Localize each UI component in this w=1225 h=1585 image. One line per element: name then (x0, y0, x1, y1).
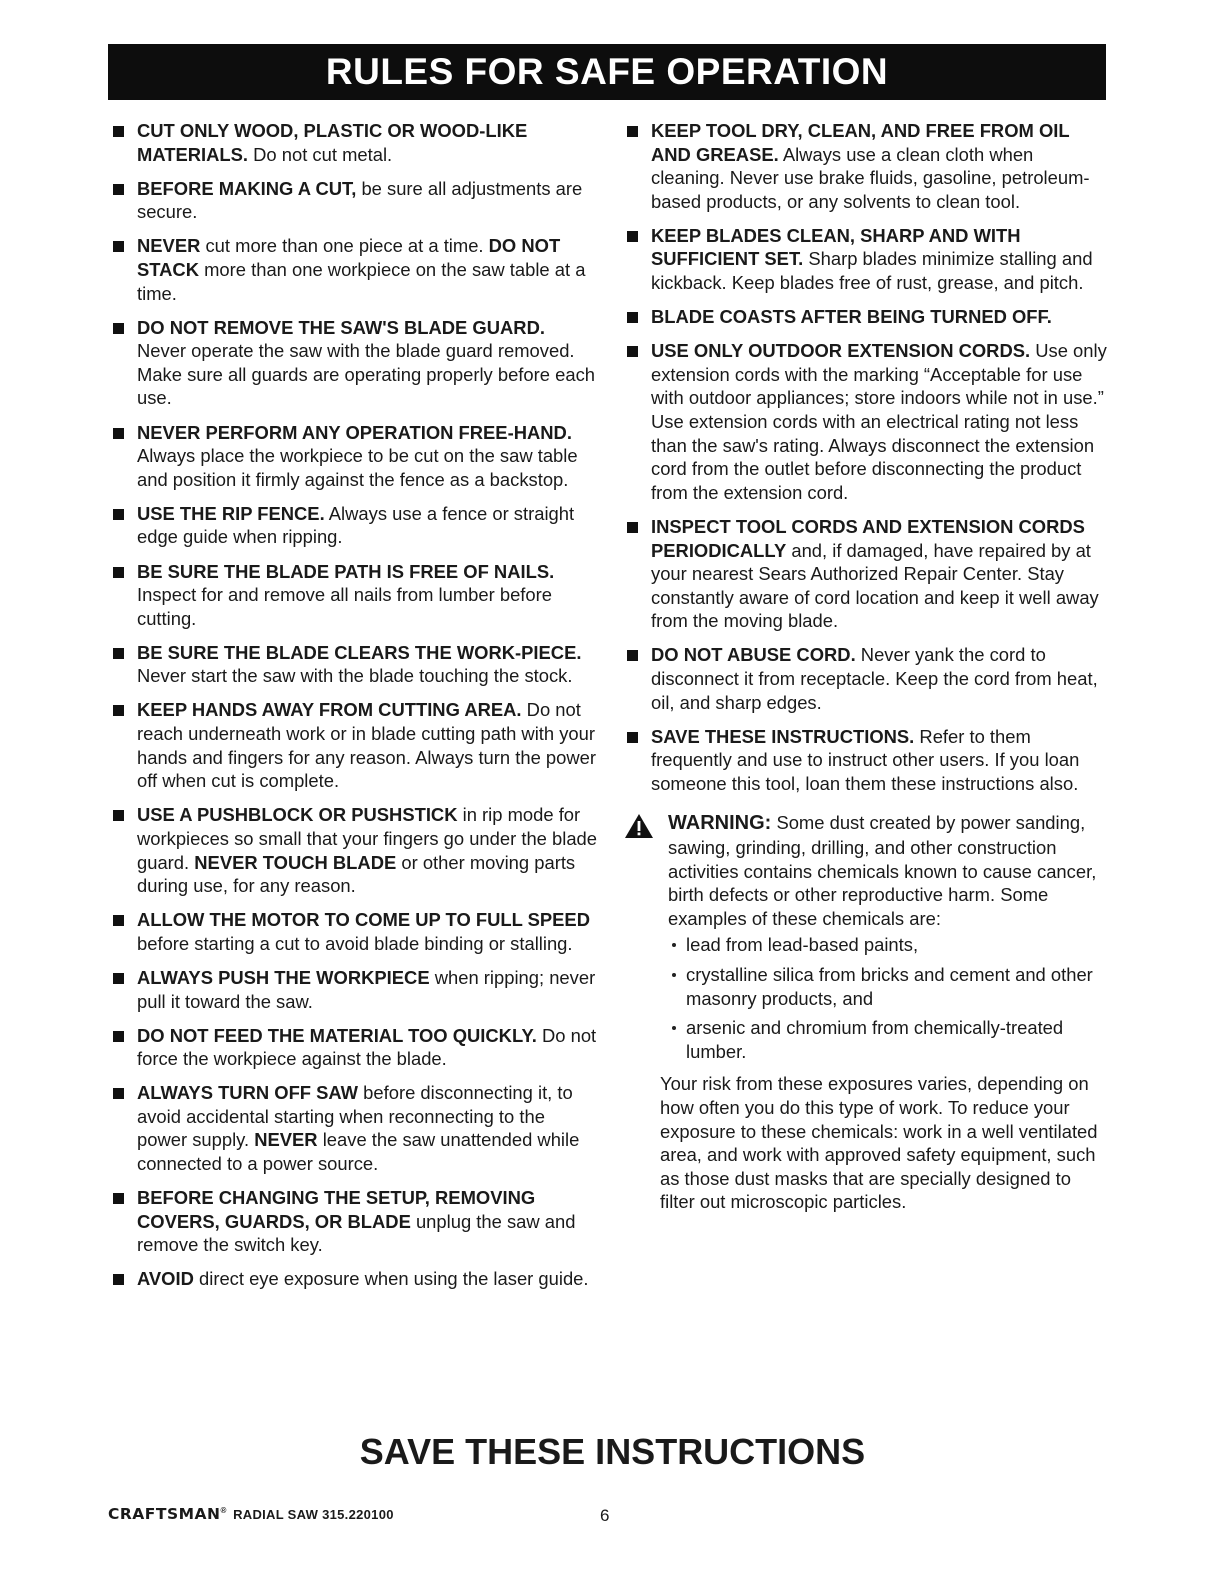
rule-item (624, 725, 1110, 796)
brand-logo: CRAFTSMAN (108, 1505, 221, 1523)
page-number: 6 (600, 1506, 610, 1525)
rule-item (110, 908, 598, 955)
square-bullet-icon (627, 126, 638, 137)
rule-heading: USE ONLY OUTDOOR EXTENSION CORDS. (651, 340, 1031, 362)
rule-text: Always use a fence or straight edge guide when ripping. (137, 502, 575, 548)
square-bullet-icon (113, 509, 124, 520)
rule-item (110, 177, 598, 224)
warning-intro-text: Some dust created by power sanding, sawing, grinding, drilling, and other construction activities contains chemicals known to cause cancer, birth defects or other reproductive harm. Some examples of these chemicals are: (668, 812, 1097, 929)
rule-heading: BEFORE MAKING A CUT, (137, 177, 357, 199)
rule-text: direct eye exposure when using the laser guide. (193, 1268, 589, 1290)
page-title: RULES FOR SAFE OPERATION (325, 51, 889, 92)
rule-heading: ALWAYS PUSH THE WORKPIECE (137, 966, 430, 988)
rule-text: or other moving parts during use, for any reason. (137, 851, 576, 897)
rule-text: Inspect for and remove all nails from lumber before cutting. (137, 584, 553, 629)
square-bullet-icon (113, 1088, 124, 1099)
rule-item (110, 560, 598, 631)
rule-text: Always place the workpiece to be cut on the saw table and position it firmly against the fence as a backstop. (137, 445, 578, 490)
square-bullet-icon (113, 428, 124, 439)
rule-item (624, 515, 1110, 633)
rule-text: when ripping; never pull it toward the saw. (137, 966, 596, 1012)
square-bullet-icon (113, 567, 124, 578)
warning-section (624, 811, 1110, 1214)
square-bullet-icon (113, 648, 124, 659)
rule-heading: ALLOW THE MOTOR TO COME UP TO FULL SPEED (137, 909, 590, 931)
rule-heading: BEFORE CHANGING THE SETUP, REMOVING COVERS, GUARDS, OR BLADE (137, 1187, 536, 1232)
rule-item (110, 803, 598, 897)
rule-text: Never operate the saw with the blade guard removed. Make sure all guards are operating properly before each use. (137, 340, 595, 409)
rule-item (624, 305, 1110, 329)
rule-heading: DO NOT STACK (137, 235, 561, 280)
rule-heading: DO NOT ABUSE CORD. (651, 644, 856, 666)
rule-text: Do not reach underneath work or in blade cutting path with your hands and fingers for any reason. Always turn the power off when cut is complete. (137, 699, 597, 792)
rule-item (110, 119, 598, 166)
rule-text: and, if damaged, have repaired by at your nearest Sears Authorized Repair Center. Stay constantly aware of cord location and keep it well away from the moving blade. (651, 539, 1099, 632)
warning-triangle-icon (624, 813, 654, 839)
rule-item (110, 1081, 598, 1175)
rule-text: cut more than one piece at a time. (200, 235, 489, 257)
square-bullet-icon (627, 312, 638, 323)
rule-item (110, 421, 598, 492)
square-bullet-icon (627, 522, 638, 533)
rule-heading: KEEP TOOL DRY, CLEAN, AND FREE FROM OIL AND GREASE. (651, 120, 1070, 165)
rule-heading: BLADE COASTS AFTER BEING TURNED OFF. (651, 306, 1052, 328)
warning-intro (668, 811, 1110, 930)
footer-brand (108, 1505, 394, 1523)
square-bullet-icon (113, 184, 124, 195)
rule-item (110, 1024, 598, 1071)
rule-item (110, 966, 598, 1013)
square-bullet-icon (627, 346, 638, 357)
rule-text: leave the saw unattended while connected to a power source. (137, 1129, 580, 1175)
square-bullet-icon (113, 241, 124, 252)
rule-item (624, 224, 1110, 295)
square-bullet-icon (113, 705, 124, 716)
rule-text: unplug the saw and remove the switch key. (137, 1210, 576, 1256)
square-bullet-icon (113, 323, 124, 334)
rule-heading: BE SURE THE BLADE CLEARS THE WORK-PIECE. (137, 641, 582, 663)
rule-heading: AVOID (137, 1268, 194, 1290)
rule-text: Refer to them frequently and use to instruct other users. If you loan someone this tool, loan them these instructions also. (651, 725, 1080, 794)
rule-item (110, 698, 598, 792)
rule-text: more than one workpiece on the saw table at a time. (137, 258, 586, 304)
rule-text: Always use a clean cloth when cleaning. Never use brake fluids, gasoline, petroleum-based products, or any solvents to clean tool. (651, 143, 1090, 212)
square-bullet-icon (113, 915, 124, 926)
rule-item (110, 234, 598, 305)
square-bullet-icon (627, 732, 638, 743)
rule-text: Never yank the cord to disconnect it from receptacle. Keep the cord from heat, oil, and sharp edges. (651, 644, 1098, 713)
rule-item (110, 502, 598, 549)
rule-text: Use only extension cords with the marking “Acceptable for use with outdoor appliances; store indoors while not in use.” Use extension cords with an electrical rating not less than the saw's rating. Always disconnect the extension cord from the outlet before disconnecting the product from the extension cord. (651, 340, 1107, 503)
rule-item (624, 119, 1110, 213)
warning-closing: Your risk from these exposures varies, depending on how often you do this type of work. To reduce your exposure to these chemicals: work in a well ventilated area, and work with approved safety equipment, such as those dust masks that are specially designed to filter out microscopic particles. (660, 1073, 1098, 1213)
rule-text: in rip mode for workpieces so small that your fingers go under the blade guard. (137, 804, 598, 873)
left-column (110, 119, 598, 1302)
rule-heading: DO NOT REMOVE THE SAW'S BLADE GUARD. (137, 316, 545, 338)
square-bullet-icon (113, 973, 124, 984)
save-instructions-title: SAVE THESE INSTRUCTIONS (359, 1431, 866, 1472)
rule-heading: NEVER (137, 235, 201, 257)
square-bullet-icon (113, 126, 124, 137)
rule-heading: INSPECT TOOL CORDS AND EXTENSION CORDS PERIODICALLY (651, 515, 1085, 561)
rule-heading: NEVER PERFORM ANY OPERATION FREE-HAND. (137, 421, 572, 443)
rule-heading: KEEP HANDS AWAY FROM CUTTING AREA. (137, 699, 522, 721)
rule-item (624, 643, 1110, 714)
square-bullet-icon (113, 810, 124, 821)
rule-heading: USE THE RIP FENCE. (137, 502, 325, 524)
rule-item (110, 316, 598, 410)
rule-item (110, 1186, 598, 1257)
warning-chemicals-list (668, 933, 1110, 1063)
list-item: arsenic and chromium from chemically-treated lumber. (668, 1016, 1110, 1063)
rule-heading: DO NOT FEED THE MATERIAL TOO QUICKLY. (137, 1024, 537, 1046)
rule-heading: CUT ONLY WOOD, PLASTIC OR WOOD-LIKE MATERIALS. (137, 120, 528, 165)
rule-text: before starting a cut to avoid blade binding or stalling. (137, 932, 573, 954)
rule-text: Do not cut metal. (248, 143, 393, 165)
page-header (108, 44, 1106, 100)
rule-heading: BE SURE THE BLADE PATH IS FREE OF NAILS. (137, 560, 555, 582)
warning-title: WARNING: (668, 812, 772, 835)
list-item: lead from lead-based paints, (668, 933, 1110, 957)
rule-item (624, 339, 1110, 504)
rule-item (110, 1267, 598, 1291)
rule-text: before disconnecting it, to avoid accidental starting when reconnecting to the power supply. (137, 1082, 573, 1151)
rule-text: Never start the saw with the blade touching the stock. (137, 665, 573, 687)
rule-heading: ALWAYS TURN OFF SAW (137, 1082, 359, 1104)
rule-text: Sharp blades minimize stalling and kickback. Keep blades free of rust, grease, and pitch. (651, 248, 1093, 294)
rule-item (110, 641, 598, 688)
square-bullet-icon (627, 650, 638, 661)
rule-heading: NEVER (254, 1129, 318, 1151)
right-rules-list (624, 119, 1110, 795)
rule-heading: SAVE THESE INSTRUCTIONS. (651, 725, 915, 747)
right-column (624, 119, 1110, 1214)
model-label: RADIAL SAW 315.220100 (233, 1507, 394, 1522)
square-bullet-icon (113, 1274, 124, 1285)
rule-heading: KEEP BLADES CLEAN, SHARP AND WITH SUFFICIENT SET. (651, 224, 1021, 270)
rule-text: Do not force the workpiece against the blade. (137, 1024, 597, 1070)
rule-heading: USE A PUSHBLOCK OR PUSHSTICK (137, 804, 458, 826)
rule-heading: NEVER TOUCH BLADE (194, 851, 397, 873)
rule-text: be sure all adjustments are secure. (137, 177, 583, 223)
square-bullet-icon (113, 1031, 124, 1042)
list-item: crystalline silica from bricks and cement and other masonry products, and (668, 963, 1110, 1010)
square-bullet-icon (627, 231, 638, 242)
square-bullet-icon (113, 1193, 124, 1204)
registered-mark: ® (220, 1506, 227, 1516)
